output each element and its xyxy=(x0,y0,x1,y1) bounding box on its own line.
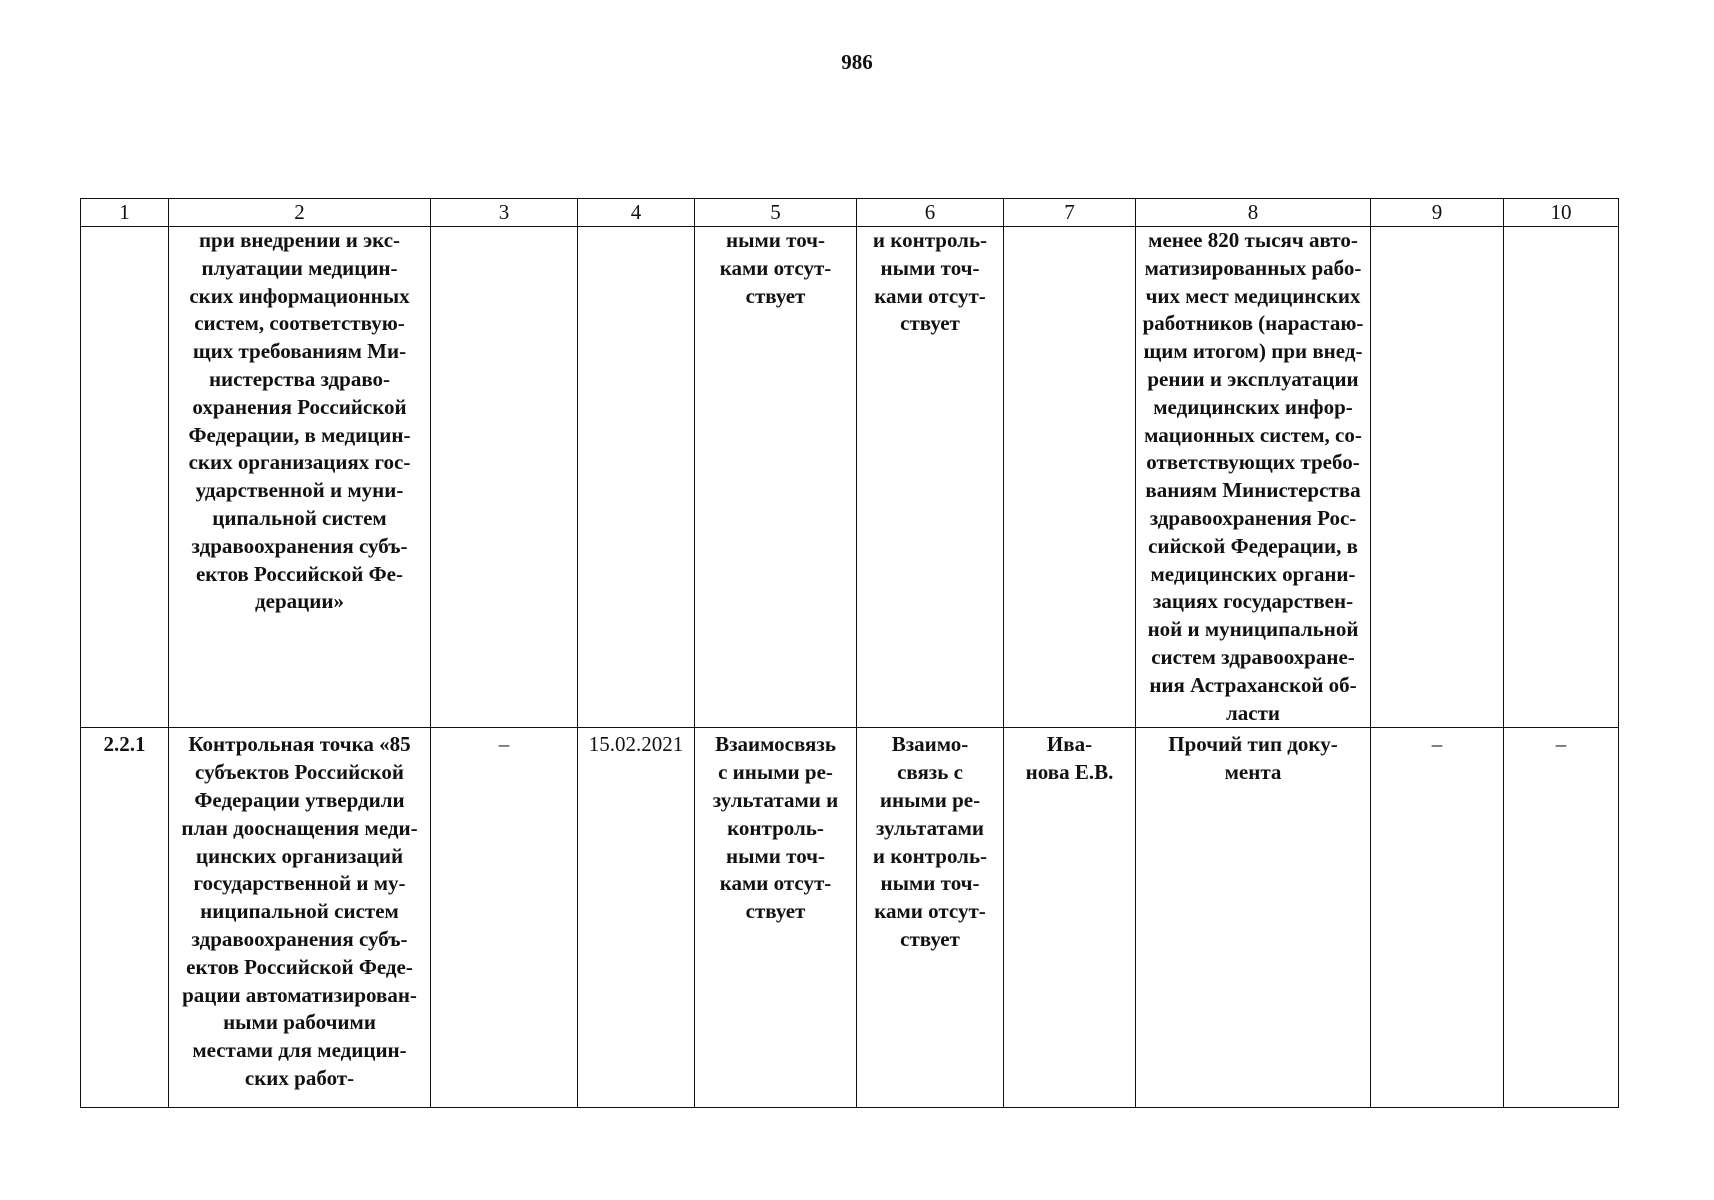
header-cell-6: 6 xyxy=(857,199,1004,227)
table-header-row xyxy=(81,199,1619,227)
cell-col9: – xyxy=(1371,728,1504,1108)
cell-responsible xyxy=(1004,227,1136,728)
table-row-continuation xyxy=(81,227,1619,728)
cell-col10 xyxy=(1504,227,1619,728)
cell-number xyxy=(81,227,169,728)
cell-result: Прочий тип доку- мента xyxy=(1136,728,1371,1108)
cell-responsible: Ива- нова Е.В. xyxy=(1004,728,1136,1108)
header-cell-1: 1 xyxy=(81,199,169,227)
cell-result: менее 820 тысяч авто- матизированных рабо- чих мест медицинских работников (нарастаю- щим итогом) при внед- рении и эксплуатации медицинских инфор- мационных систем, со- ответствующих требо- ваниям Министерства здравоохранения Рос- сийской Федерации, в медицинских органи- зациях государствен- ной и муниципальной систем здравоохране- ния Астраханской об- ласти xyxy=(1136,227,1371,728)
header-cell-4: 4 xyxy=(578,199,695,227)
header-cell-5: 5 xyxy=(695,199,857,227)
cell-predecessor: Взаимосвязь с иными ре- зультатами и контроль- ными точ- ками отсут- ствует xyxy=(695,728,857,1108)
cell-predecessor: ными точ- ками отсут- ствует xyxy=(695,227,857,728)
header-cell-8: 8 xyxy=(1136,199,1371,227)
cell-successor: Взаимо- связь с иными ре- зультатами и контроль- ными точ- ками отсут- ствует xyxy=(857,728,1004,1108)
cell-name: Контрольная точка «85 субъектов Российской Федерации утвердили план дооснащения меди- цинских организаций государственной и му- ниципальной систем здравоохранения субъ- ектов Российской Феде- рации автоматизирован- ными рабочими местами для медицин- ских работ- xyxy=(169,728,431,1108)
header-cell-2: 2 xyxy=(169,199,431,227)
cell-successor: и контроль- ными точ- ками отсут- ствует xyxy=(857,227,1004,728)
header-cell-9: 9 xyxy=(1371,199,1504,227)
cell-col9 xyxy=(1371,227,1504,728)
cell-start-date: – xyxy=(431,728,578,1108)
cell-number: 2.2.1 xyxy=(81,728,169,1108)
document-table xyxy=(80,198,1619,1108)
cell-start-date xyxy=(431,227,578,728)
cell-end-date: 15.02.2021 xyxy=(578,728,695,1108)
cell-end-date xyxy=(578,227,695,728)
cell-name: при внедрении и экс- плуатации медицин- ских информационных систем, соответствую- щих требованиям Ми- нистерства здраво- охранения Российской Федерации, в медицин- ских организациях гос- ударственной и муни- ципальной систем здравоохранения субъ- ектов Российской Фе- дерации» xyxy=(169,227,431,728)
header-cell-7: 7 xyxy=(1004,199,1136,227)
page-number: 986 xyxy=(841,50,873,74)
header-cell-3: 3 xyxy=(431,199,578,227)
header-cell-10: 10 xyxy=(1504,199,1619,227)
cell-col10: – xyxy=(1504,728,1619,1108)
table-row-2-2-1 xyxy=(81,728,1619,1108)
